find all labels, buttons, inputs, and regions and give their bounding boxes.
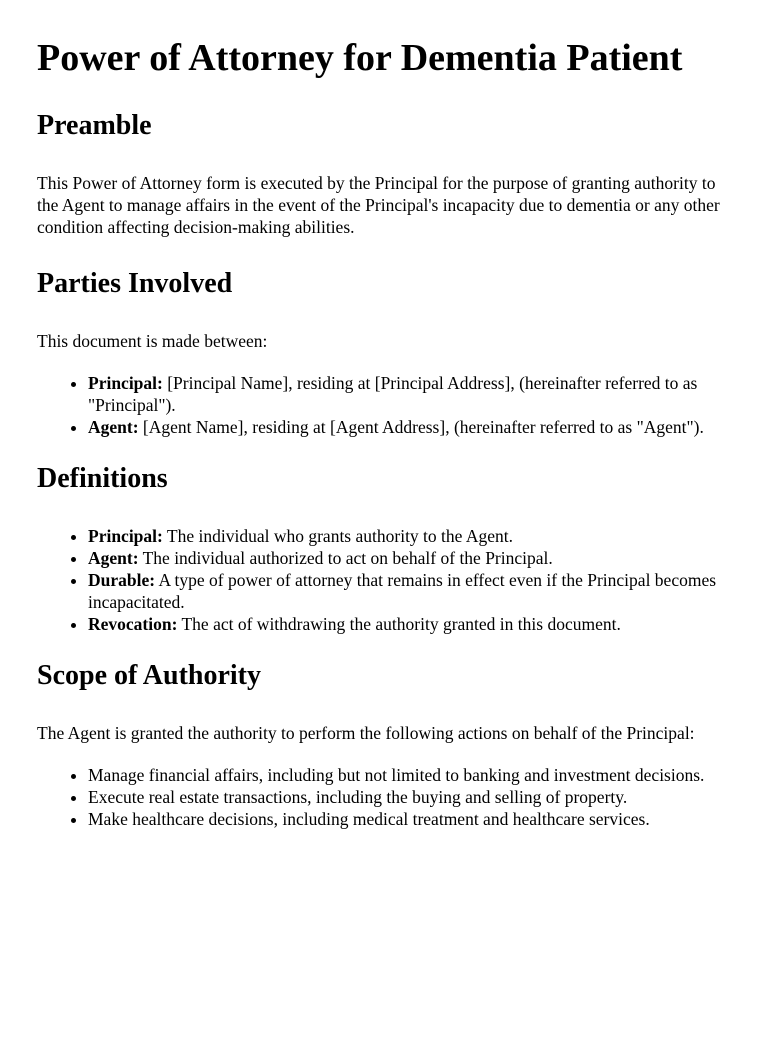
list-item	[88, 613, 733, 635]
list-item: • Make healthcare decisions, including medical treatment and healthcare services.	[88, 808, 733, 830]
scope-list	[37, 764, 733, 830]
list-item-term: Principal:	[88, 373, 163, 393]
section-heading-definitions: Definitions	[37, 463, 168, 494]
document-page	[0, 36, 770, 830]
list-item-text: The act of withdrawing the authority granted in this document.	[177, 614, 621, 634]
list-item	[88, 416, 733, 438]
list-item-text: [Principal Name], residing at [Principal Address], (hereinafter referred to as "Principal").	[88, 373, 698, 415]
list-item	[88, 569, 733, 613]
parties-intro: This document is made between:	[37, 331, 268, 351]
list-item-text: The individual authorized to act on behalf of the Principal.	[138, 548, 553, 568]
list-item-text: The individual who grants authority to the Agent.	[162, 526, 513, 546]
section-heading-preamble: Preamble	[37, 110, 152, 141]
list-item-term: Agent:	[88, 417, 139, 437]
list-item: • Manage financial affairs, including but not limited to banking and investment decisions.	[88, 764, 733, 786]
scope-intro: The Agent is granted the authority to perform the following actions on behalf of the Principal:	[37, 723, 695, 743]
list-item-term: Durable:	[88, 570, 156, 590]
list-item-text: A type of power of attorney that remains in effect even if the Principal becomes incapacitated.	[88, 570, 717, 612]
document-title: Power of Attorney for Dementia Patient	[37, 37, 683, 79]
parties-list	[37, 372, 733, 438]
definitions-list	[37, 525, 733, 635]
section-heading-scope: Scope of Authority	[37, 660, 261, 691]
list-item-term: Agent:	[88, 548, 139, 568]
list-item	[88, 372, 733, 416]
list-item	[88, 525, 733, 547]
preamble-text: This Power of Attorney form is executed by the Principal for the purpose of granting authority to the Agent to manage affairs in the event of the Principal's incapacity due to dementia or any other condition affecting decision-making abilities.	[37, 173, 720, 237]
list-item-term: Principal:	[88, 526, 163, 546]
list-item	[88, 547, 733, 569]
list-item-term: Revocation:	[88, 614, 178, 634]
section-heading-parties: Parties Involved	[37, 268, 233, 299]
list-item: • Execute real estate transactions, including the buying and selling of property.	[88, 786, 733, 808]
list-item-text: [Agent Name], residing at [Agent Address], (hereinafter referred to as "Agent").	[138, 417, 704, 437]
